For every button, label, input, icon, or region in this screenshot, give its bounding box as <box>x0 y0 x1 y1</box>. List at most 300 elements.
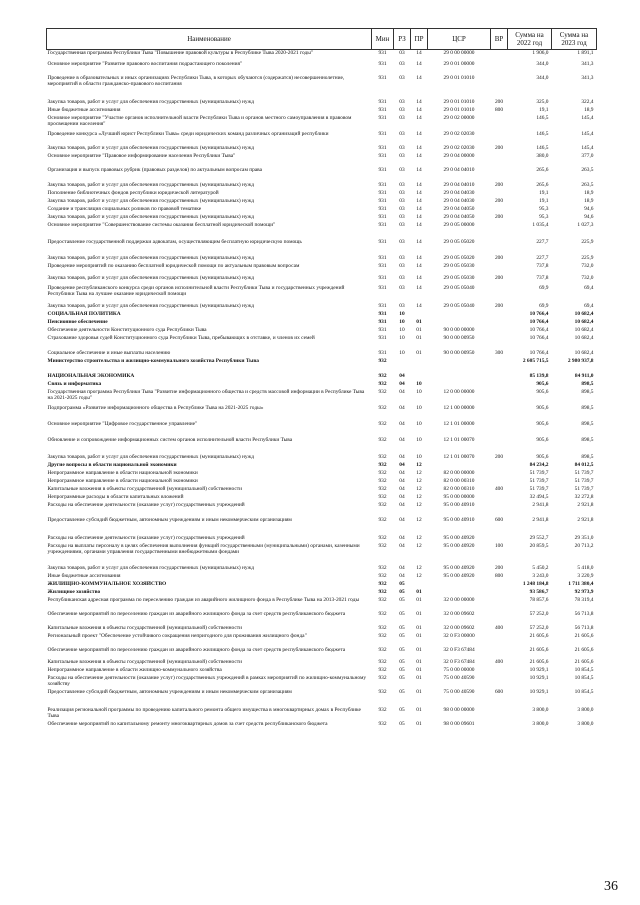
cell-sum-2022: 227,7 <box>536 254 549 261</box>
cell-sum-2023: 10 682,4 <box>574 318 594 325</box>
cell-min: 931 <box>378 74 387 81</box>
cell-sum-2023: 732,0 <box>581 262 594 269</box>
cell-min: 931 <box>378 326 387 333</box>
cell-sum-2023: 3 800,0 <box>577 720 594 727</box>
cell-csr <box>428 462 491 470</box>
cell-name: Обеспечение деятельности Конституционного суда Республики Тыва <box>47 326 207 333</box>
cell-rz: 05 <box>399 720 405 727</box>
cell-name: Закупка товаров, работ и услуг для обеспечения государственных (муниципальных) нужд <box>47 181 255 188</box>
cell-rz: 04 <box>399 485 405 492</box>
col-header-pr: ПР <box>411 29 428 50</box>
table-row <box>47 99 597 107</box>
cell-sum-2023: 10 854,5 <box>574 666 594 673</box>
cell-name: Министерство строительства и жилищно-коммунального хозяйства Республики Тыва <box>47 357 259 364</box>
cell-csr: 82 0 00 00310 <box>443 477 475 484</box>
cell-min: 932 <box>378 380 387 387</box>
cell-sum-2023: 10 854,5 <box>574 688 594 695</box>
table-row <box>47 707 597 721</box>
cell-sum-2022: 3 243,0 <box>532 572 549 579</box>
table-row <box>47 107 597 115</box>
cell-name: Закупка товаров, работ и услуг для обеспечения государственных (муниципальных) нужд <box>47 254 255 261</box>
cell-rz: 04 <box>399 564 405 571</box>
cell-sum-2023: 94,6 <box>584 213 594 220</box>
cell-sum-2022: 3 800,0 <box>532 706 549 713</box>
cell-min: 931 <box>378 50 387 56</box>
cell-sum-2022: 10 929,1 <box>529 674 549 681</box>
cell-csr: 29 0 05 05040 <box>443 302 475 309</box>
cell-vr: 200 <box>494 254 504 261</box>
cell-sum-2023: 898,5 <box>581 436 594 443</box>
cell-rz: 10 <box>399 318 405 325</box>
cell-csr: 32 0 00 00000 <box>443 596 475 603</box>
cell-vr <box>491 633 508 647</box>
cell-pr: 12 <box>416 534 422 541</box>
cell-sum-2023: 377,0 <box>581 152 594 159</box>
cell-min: 932 <box>378 477 387 484</box>
cell-min: 932 <box>378 588 387 595</box>
cell-sum-2023: 2 980 937,8 <box>567 357 594 364</box>
cell-sum-2023: 32 272,8 <box>574 493 594 500</box>
table-row <box>47 486 597 494</box>
cell-min: 931 <box>378 144 387 151</box>
table-row <box>47 61 597 75</box>
cell-csr: 12 1 00 00000 <box>443 404 475 411</box>
cell-pr: 14 <box>416 197 422 204</box>
cell-pr: 01 <box>416 646 422 653</box>
cell-vr <box>491 535 508 543</box>
cell-vr: 200 <box>494 274 504 281</box>
cell-pr: 01 <box>416 318 422 325</box>
cell-sum-2023: 69,4 <box>584 284 594 291</box>
table-row <box>47 543 597 565</box>
cell-pr <box>411 373 428 381</box>
cell-sum-2022: 146,5 <box>536 130 549 137</box>
cell-min: 932 <box>378 688 387 695</box>
cell-min: 931 <box>378 130 387 137</box>
cell-vr <box>491 222 508 239</box>
cell-pr: 14 <box>416 274 422 281</box>
cell-sum-2023: 732,0 <box>581 274 594 281</box>
cell-rz: 03 <box>399 50 405 56</box>
cell-vr <box>491 667 508 675</box>
cell-min: 931 <box>378 318 387 325</box>
table-row <box>47 689 597 707</box>
cell-pr: 14 <box>416 130 422 137</box>
table-row <box>47 659 597 667</box>
cell-vr: 200 <box>494 564 504 571</box>
cell-sum-2022: 10 766,4 <box>529 326 549 333</box>
cell-sum-2022: 69,9 <box>539 302 549 309</box>
cell-csr: 29 0 04 04030 <box>443 189 475 196</box>
cell-pr: 01 <box>416 674 422 681</box>
cell-vr: 800 <box>494 572 504 579</box>
cell-min: 931 <box>378 181 387 188</box>
cell-sum-2022: 19,1 <box>539 189 549 196</box>
cell-rz: 05 <box>399 688 405 695</box>
cell-min: 932 <box>378 404 387 411</box>
cell-sum-2023: 92 973,9 <box>574 588 594 595</box>
cell-pr: 12 <box>416 542 422 549</box>
cell-csr: 32 0 F3 67484 <box>443 646 475 653</box>
cell-rz: 04 <box>399 436 405 443</box>
cell-pr: 01 <box>416 610 422 617</box>
cell-sum-2022: 21 605,6 <box>529 632 549 639</box>
cell-sum-2023: 3 220,9 <box>577 572 594 579</box>
cell-vr: 200 <box>494 98 504 105</box>
cell-name: Проведение в образовательных и иных организациях Республики Тыва, в которых обучаются (содержатся) несовершеннолетние, мероприятий в области гражданско-правового воспитания <box>47 74 345 87</box>
cell-sum-2022: 146,5 <box>536 114 549 121</box>
cell-rz: 05 <box>399 658 405 665</box>
cell-sum-2023: 84 911,0 <box>574 372 594 379</box>
cell-vr: 400 <box>494 485 504 492</box>
cell-csr: 95 0 00 40920 <box>443 572 475 579</box>
cell-sum-2023: 1 711 380,4 <box>568 580 594 587</box>
cell-min: 931 <box>378 254 387 261</box>
table-row <box>47 206 597 214</box>
cell-rz: 04 <box>399 516 405 523</box>
cell-rz: 03 <box>399 98 405 105</box>
table-row <box>47 115 597 131</box>
cell-pr: 14 <box>416 60 422 67</box>
cell-min: 932 <box>378 485 387 492</box>
cell-name: Подпрограмма «Развитие информационного общества в Республике Тыва на 2021-2025 годы» <box>47 404 264 411</box>
cell-csr <box>428 589 491 597</box>
cell-sum-2022: 51 739,7 <box>529 477 549 484</box>
cell-name: Расходы на выплаты персоналу в целях обеспечения выполнения функций государственными (муниципальными) органами, казенными учреждениями, органами управления государственными внебюджетными фондами <box>47 542 360 555</box>
cell-sum-2023: 3 800,0 <box>577 706 594 713</box>
cell-sum-2022: 10 766,4 <box>529 334 549 341</box>
cell-vr <box>491 421 508 437</box>
cell-name: Проведение республиканского конкурса среди органов исполнительной власти Республики Тыва и государственных учреждений Республики Тыва на лучшее оказание юридической помощи <box>47 284 345 297</box>
cell-min: 931 <box>378 221 387 228</box>
cell-sum-2023: 10 854,5 <box>574 674 594 681</box>
cell-sum-2023: 1 891,1 <box>577 50 594 56</box>
cell-name: Республиканская адресная программа по переселению граждан из аварийного жилищного фонда в Республике Тыва на 2013-2021 годы <box>47 596 360 603</box>
cell-name: Обеспечение мероприятий по переселению граждан из аварийного жилищного фонда за счет средств республиканского бюджета <box>47 646 346 653</box>
cell-csr: 29 0 04 04050 <box>443 205 475 212</box>
cell-pr: 14 <box>416 50 422 56</box>
cell-pr: 14 <box>416 98 422 105</box>
cell-pr: 12 <box>416 469 422 476</box>
col-header-min: Мин <box>372 29 394 50</box>
cell-rz: 03 <box>399 114 405 121</box>
cell-name: Основное мероприятие "Правовое информирование населения Республики Тыва" <box>47 152 236 159</box>
cell-sum-2023: 322,4 <box>581 98 594 105</box>
cell-vr <box>491 502 508 517</box>
cell-sum-2022: 85 139,8 <box>529 372 549 379</box>
cell-name: Основное мероприятие "Развитие правового воспитания подрастающего поколения" <box>47 60 243 67</box>
cell-min: 932 <box>378 516 387 523</box>
cell-sum-2022: 905,6 <box>536 436 549 443</box>
table-row <box>47 389 597 405</box>
cell-sum-2022: 2 941,8 <box>532 501 549 508</box>
cell-pr: 14 <box>416 238 422 245</box>
table-row <box>47 198 597 206</box>
cell-pr: 14 <box>416 262 422 269</box>
cell-min: 931 <box>378 114 387 121</box>
cell-csr: 29 0 05 05020 <box>443 254 475 261</box>
cell-csr: 29 0 04 00000 <box>443 152 475 159</box>
cell-csr: 29 0 02 02030 <box>443 130 475 137</box>
cell-sum-2022: 737,8 <box>536 262 549 269</box>
table-row <box>47 478 597 486</box>
cell-name: Расходы на обеспечение деятельности (оказание услуг) государственных учреждений в рамках мероприятий по жилищно-коммунальному хозяйству <box>47 674 367 687</box>
cell-rz: 05 <box>399 632 405 639</box>
cell-sum-2022: 10 929,1 <box>529 688 549 695</box>
table-row <box>47 535 597 543</box>
cell-min: 932 <box>378 453 387 460</box>
cell-csr: 32 0 00 09602 <box>443 610 475 617</box>
cell-vr: 100 <box>494 542 504 549</box>
cell-name: Расходы на обеспечение деятельности (оказание услуг) государственных учреждений <box>47 501 245 508</box>
cell-name: Капитальные вложения в объекты государственной (муниципальной) собственности <box>47 624 242 631</box>
cell-name: Социальное обеспечение и иные выплаты населению <box>47 349 171 356</box>
cell-min: 931 <box>378 152 387 159</box>
cell-sum-2023: 145,4 <box>581 144 594 151</box>
col-header-vr: ВР <box>491 29 508 50</box>
page-number: 36 <box>604 879 618 894</box>
cell-sum-2022: 265,6 <box>536 166 549 173</box>
cell-sum-2023: 898,5 <box>581 453 594 460</box>
cell-vr <box>491 470 508 478</box>
cell-rz: 03 <box>399 197 405 204</box>
cell-sum-2023: 1 027,3 <box>577 221 594 228</box>
cell-vr <box>491 239 508 255</box>
cell-rz: 03 <box>399 189 405 196</box>
cell-vr <box>491 389 508 405</box>
cell-name: Региональный проект "Обеспечение устойчивого сокращения непригодного для проживания жилищного фонда" <box>47 632 307 639</box>
cell-csr <box>428 319 491 327</box>
cell-min: 931 <box>378 302 387 309</box>
cell-pr: 10 <box>416 404 422 411</box>
cell-sum-2023: 263,5 <box>581 181 594 188</box>
cell-vr <box>491 311 508 319</box>
cell-csr: 95 0 00 40920 <box>443 564 475 571</box>
cell-csr: 75 0 00 40590 <box>443 674 475 681</box>
cell-pr: 01 <box>416 632 422 639</box>
cell-sum-2022: 905,6 <box>536 404 549 411</box>
cell-rz: 10 <box>399 310 405 317</box>
cell-rz: 03 <box>399 302 405 309</box>
cell-min: 932 <box>378 564 387 571</box>
cell-rz: 03 <box>399 60 405 67</box>
cell-sum-2022: 95,3 <box>539 205 549 212</box>
cell-vr <box>491 494 508 502</box>
cell-sum-2023: 69,4 <box>584 302 594 309</box>
cell-name: Расходы на обеспечение деятельности (оказание услуг) государственных учреждений <box>47 534 245 541</box>
table-row <box>47 381 597 389</box>
cell-pr: 10 <box>416 453 422 460</box>
cell-min: 932 <box>378 572 387 579</box>
table-row <box>47 190 597 198</box>
table-row <box>47 263 597 275</box>
table-row <box>47 167 597 182</box>
cell-sum-2022: 57 252,0 <box>529 624 549 631</box>
cell-name: Закупка товаров, работ и услуг для обеспечения государственных (муниципальных) нужд <box>47 302 255 309</box>
cell-vr <box>491 167 508 182</box>
table-row <box>47 721 597 735</box>
cell-rz: 04 <box>399 404 405 411</box>
cell-pr: 14 <box>416 106 422 113</box>
cell-pr: 01 <box>416 666 422 673</box>
cell-min: 932 <box>378 436 387 443</box>
cell-name: Капитальные вложения в объекты государственной (муниципальной) собственности <box>47 658 242 665</box>
table-row <box>47 182 597 190</box>
cell-rz: 03 <box>399 152 405 159</box>
cell-csr: 82 0 00 00310 <box>443 485 475 492</box>
cell-csr: 29 0 02 00000 <box>443 114 475 121</box>
table-row <box>47 358 597 373</box>
cell-csr: 29 0 00 00000 <box>443 50 475 56</box>
cell-vr: 200 <box>494 181 504 188</box>
cell-rz: 10 <box>399 349 405 356</box>
cell-sum-2022: 93 586,7 <box>529 588 549 595</box>
cell-pr: 14 <box>416 189 422 196</box>
cell-rz: 03 <box>399 221 405 228</box>
cell-csr: 95 0 00 00000 <box>443 493 475 500</box>
cell-min: 932 <box>378 720 387 727</box>
cell-rz: 03 <box>399 106 405 113</box>
cell-vr <box>491 373 508 381</box>
table-row <box>47 647 597 659</box>
cell-csr: 12 1 01 00070 <box>443 453 475 460</box>
cell-vr <box>491 61 508 75</box>
table-row <box>47 573 597 581</box>
cell-sum-2022: 325,0 <box>536 98 549 105</box>
cell-sum-2022: 380,0 <box>536 152 549 159</box>
table-row <box>47 454 597 462</box>
cell-sum-2023: 18,9 <box>584 106 594 113</box>
cell-csr: 95 0 00 40910 <box>443 516 475 523</box>
table-row <box>47 565 597 573</box>
cell-name: Закупка товаров, работ и услуг для обеспечения государственных (муниципальных) нужд <box>47 144 255 151</box>
cell-sum-2022: 21 605,6 <box>529 658 549 665</box>
cell-csr: 29 0 01 01010 <box>443 98 475 105</box>
cell-rz: 03 <box>399 213 405 220</box>
table-row <box>47 327 597 335</box>
cell-csr: 32 0 F3 67484 <box>443 658 475 665</box>
cell-sum-2022: 10 766,4 <box>529 318 549 325</box>
cell-vr <box>491 50 508 61</box>
table-row <box>47 675 597 689</box>
cell-name: Обеспечение мероприятий по переселению граждан из аварийного жилищного фонда за счет средств республиканского бюджета <box>47 610 346 617</box>
cell-vr <box>491 437 508 454</box>
cell-sum-2023: 10 682,4 <box>574 349 594 356</box>
cell-sum-2023: 10 682,4 <box>574 310 594 317</box>
cell-sum-2023: 78 319,4 <box>574 596 594 603</box>
cell-name: Основное мероприятие "Совершенствование системы оказания бесплатной юридической помощи" <box>47 221 276 228</box>
cell-sum-2023: 2 921,8 <box>577 516 594 523</box>
cell-rz: 05 <box>399 646 405 653</box>
table-row <box>47 303 597 311</box>
cell-csr: 29 0 01 00000 <box>443 60 475 67</box>
cell-pr <box>411 311 428 319</box>
cell-rz: 05 <box>399 580 405 587</box>
table-header-row <box>47 29 597 50</box>
cell-sum-2023: 94,6 <box>584 205 594 212</box>
cell-rz: 05 <box>399 588 405 595</box>
cell-sum-2023: 21 605,6 <box>574 658 594 665</box>
cell-sum-2022: 29 552,7 <box>529 534 549 541</box>
cell-sum-2023: 51 739,7 <box>574 469 594 476</box>
cell-min: 931 <box>378 334 387 341</box>
cell-pr: 12 <box>416 516 422 523</box>
cell-sum-2022: 905,6 <box>536 420 549 427</box>
cell-pr: 10 <box>416 436 422 443</box>
table-row <box>47 275 597 285</box>
cell-sum-2022: 78 857,6 <box>529 596 549 603</box>
cell-sum-2022: 905,6 <box>536 388 549 395</box>
table-row <box>47 470 597 478</box>
cell-sum-2023: 341,3 <box>581 60 594 67</box>
cell-pr: 12 <box>416 572 422 579</box>
cell-name: Закупка товаров, работ и услуг для обеспечения государственных (муниципальных) нужд <box>47 213 255 220</box>
table-row <box>47 581 597 589</box>
cell-vr: 200 <box>494 213 504 220</box>
cell-name: Основное мероприятие "Участие органов исполнительной власти Республики Тыва и органов местного самоуправления в правовом просвещении населения" <box>47 114 352 127</box>
cell-pr: 10 <box>416 380 422 387</box>
cell-name: Проведение конкурса «Лучший юрист Республики Тыва» среди юридических команд различных организаций республики <box>47 130 329 137</box>
cell-pr: 01 <box>416 349 422 356</box>
table-row <box>47 589 597 597</box>
cell-rz: 04 <box>399 420 405 427</box>
cell-sum-2022: 32 494,5 <box>529 493 549 500</box>
table-row <box>47 214 597 222</box>
table-row <box>47 517 597 535</box>
table-row <box>47 597 597 611</box>
cell-min: 932 <box>378 580 387 587</box>
cell-min: 931 <box>378 284 387 291</box>
cell-sum-2022: 905,6 <box>536 453 549 460</box>
cell-vr: 400 <box>494 624 504 631</box>
cell-csr <box>428 358 491 373</box>
cell-csr: 29 0 01 01010 <box>443 74 475 81</box>
cell-vr <box>491 647 508 659</box>
cell-sum-2022: 1 035,4 <box>532 221 549 228</box>
cell-vr: 600 <box>494 516 504 523</box>
cell-sum-2022: 1 248 184,8 <box>522 580 549 587</box>
cell-name: ЖИЛИЩНО-КОММУНАЛЬНОЕ ХОЗЯЙСТВО <box>47 580 167 587</box>
cell-min: 932 <box>378 372 387 379</box>
cell-name: Пенсионное обеспечение <box>47 318 108 325</box>
cell-rz: 05 <box>399 674 405 681</box>
cell-vr <box>491 675 508 689</box>
cell-pr: 14 <box>416 181 422 188</box>
table-row <box>47 494 597 502</box>
cell-sum-2023: 898,5 <box>581 380 594 387</box>
cell-name: Иные бюджетные ассигнования <box>47 572 121 579</box>
cell-name: НАЦИОНАЛЬНАЯ ЭКОНОМИКА <box>47 372 135 379</box>
cell-name: Предоставление субсидий бюджетным, автономным учреждениям и иным некоммерческим организациям <box>47 516 292 523</box>
cell-sum-2022: 1 906,0 <box>532 50 549 56</box>
cell-name: Непрограммные расходы в области капитальных вложений <box>47 493 184 500</box>
cell-name: Закупка товаров, работ и услуг для обеспечения государственных (муниципальных) нужд <box>47 453 255 460</box>
cell-rz: 03 <box>399 274 405 281</box>
cell-vr: 400 <box>494 658 504 665</box>
table-row <box>47 50 597 61</box>
cell-min: 931 <box>378 274 387 281</box>
cell-sum-2023: 29 351,0 <box>574 534 594 541</box>
cell-name: Пополнение библиотечных фондов республики юридической литературой <box>47 189 219 196</box>
cell-sum-2022: 10 929,1 <box>529 666 549 673</box>
cell-rz: 04 <box>399 477 405 484</box>
cell-vr <box>491 153 508 167</box>
cell-sum-2022: 146,5 <box>536 144 549 151</box>
cell-pr: 01 <box>416 688 422 695</box>
cell-rz: 05 <box>399 666 405 673</box>
cell-vr <box>491 589 508 597</box>
cell-pr: 14 <box>416 302 422 309</box>
